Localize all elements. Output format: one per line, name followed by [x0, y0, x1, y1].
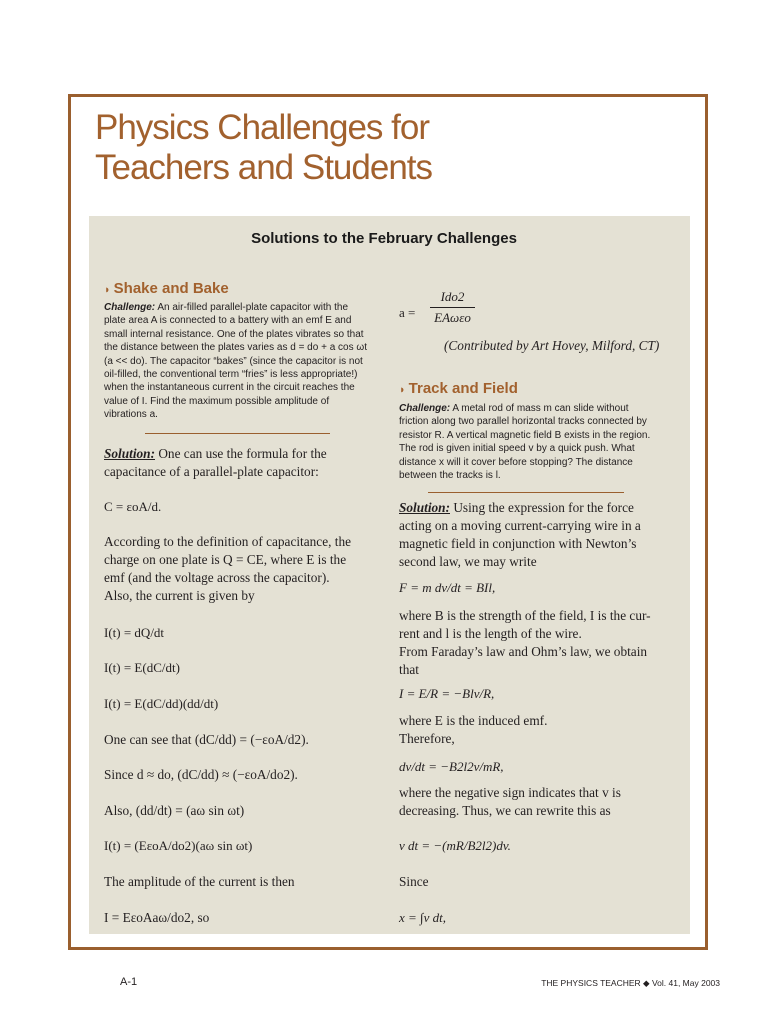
solution-intro-left: Solution: One can use the formula for the capacitance of a parallel-plate capacitor:: [104, 446, 327, 479]
section-title-shake-and-bake: ◗ Shake and Bake: [104, 280, 229, 297]
paragraph-negative-sign: where the negative sign indicates that v is decreasing. Thus, we can rewrite this as: [399, 785, 621, 818]
challenge-track-and-field: Challenge: A metal rod of mass m can slide without friction along two parallel horizontal tracks connected by resistor R. A vertical magnetic field B exists in the region. The rod is given initial speed v by a quick push. What distance x will it cover before stopping? The distance between the tracks is l.: [399, 403, 651, 482]
paragraph-definition: According to the definition of capacitance, the charge on one plate is Q = CE, where E is the emf (and the voltage across the capacitor). Also, the current is given by: [104, 534, 351, 603]
equation-acceleration: dv/dt = −B2l2v/mR,: [399, 759, 504, 774]
equation-current-3: I(t) = E(dC/dd)(dd/dt): [104, 696, 219, 711]
line-derivative: One can see that (dC/dd) = (−εoA/d2).: [104, 732, 309, 747]
equation-current-final: I(t) = (EεoA/do2)(aω sin ωt): [104, 838, 253, 853]
contributed-by: (Contributed by Art Hovey, Milford, CT): [444, 338, 660, 353]
page-number: A-1: [120, 976, 138, 988]
solutions-heading: Solutions to the February Challenges: [251, 230, 517, 247]
section-marker-icon: ◗: [104, 284, 111, 296]
paragraph-where: where B is the strength of the field, I is the cur- rent and l is the length of the wire. From Faraday’s law and Ohm’s law, we obtain that: [399, 608, 651, 677]
line-amplitude: The amplitude of the current is then: [104, 874, 295, 889]
fraction-denominator: EAωεo: [434, 310, 471, 325]
equation-amplitude: I = EεoAaω/do2, so: [104, 910, 210, 925]
equation-current-1: I(t) = dQ/dt: [104, 625, 165, 640]
journal-info: THE PHYSICS TEACHER ◆ Vol. 41, May 2003: [541, 978, 720, 988]
section-marker-icon: ◗: [399, 384, 406, 396]
equation-distance: x = ∫v dt,: [399, 910, 446, 925]
equation-a-lhs: a =: [399, 305, 416, 320]
equation-force: F = m dv/dt = BIl,: [399, 580, 496, 595]
divider-right: [428, 492, 624, 493]
equation-induced-current: I = E/R = −Blv/R,: [399, 686, 495, 701]
solution-intro-right: Solution: Using the expression for the force acting on a moving current-carrying wire in a magnetic field in conjunction with Newton’s second law, we may write: [399, 500, 641, 569]
equation-capacitance: C = εoA/d.: [104, 499, 162, 514]
fraction-numerator: Ido2: [440, 289, 465, 304]
paragraph-emf: where E is the induced emf. Therefore,: [399, 713, 548, 746]
equation-vdt: v dt = −(mR/B2l2)dv.: [399, 838, 511, 853]
divider-left: [145, 433, 330, 434]
section-title-track-and-field: ◗ Track and Field: [399, 380, 518, 397]
line-approximation: Since d ≈ do, (dC/dd) ≈ (−εoA/do2).: [104, 767, 298, 782]
line-since: Since: [399, 874, 429, 889]
equation-a-fraction: [430, 289, 475, 326]
fraction-bar: [430, 307, 475, 308]
challenge-shake-and-bake: Challenge: An air-filled parallel-plate capacitor with the plate area A is connected to a battery with an emf E and small internal resistance. One of the plates vibrates so that the distance between the plates varies as d = do + a cos ωt (a << do). The capacitor “bakes” (since the capacitor is not oil-filled, the conventional term “fries” is less appropriate!) when the instantaneous current in the circuit reaches the value of I. Find the maximum possible amplitude of vibrations a.: [104, 302, 367, 421]
article-title: Physics Challenges for Teachers and Students: [95, 108, 433, 187]
line-plate-velocity: Also, (dd/dt) = (aω sin ωt): [104, 803, 245, 818]
equation-current-2: I(t) = E(dC/dt): [104, 660, 180, 675]
